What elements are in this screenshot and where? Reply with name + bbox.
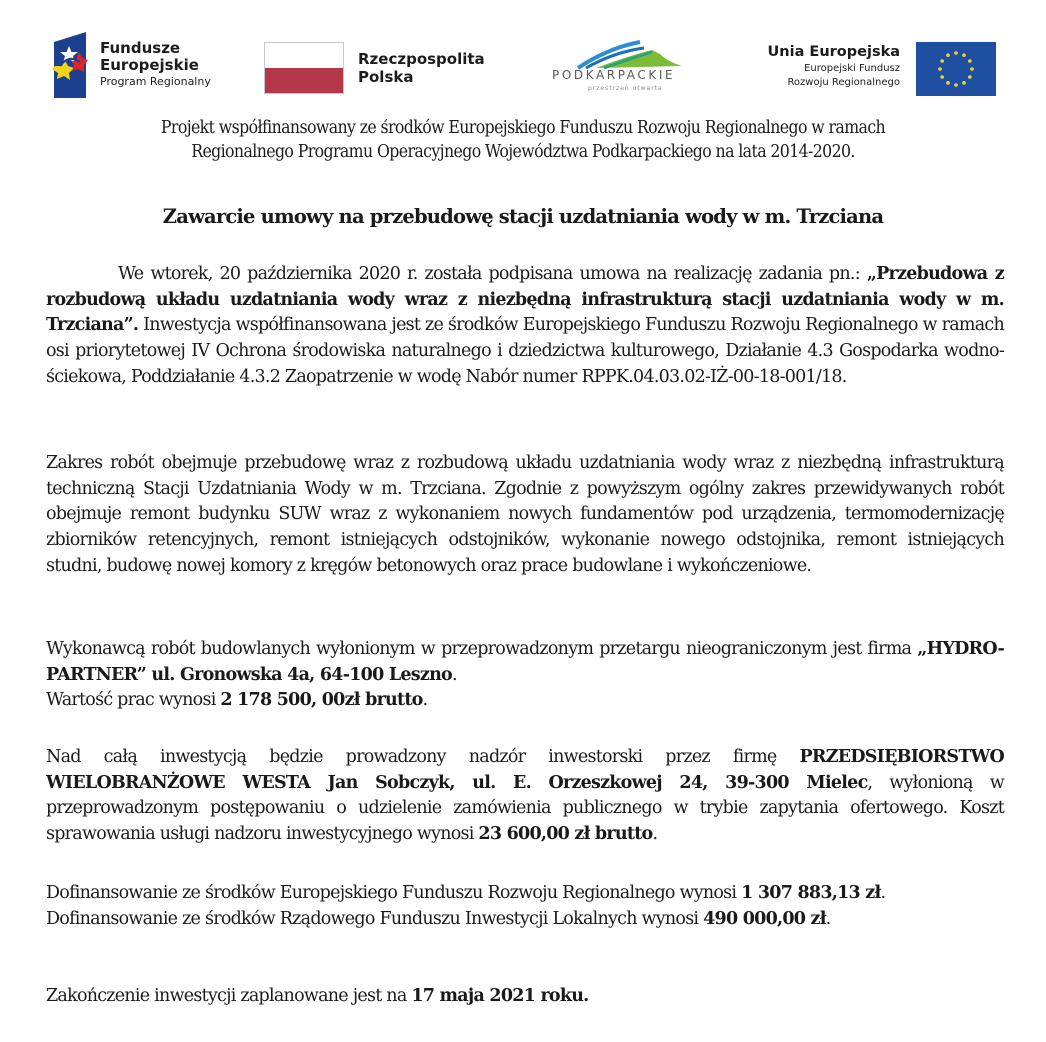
podkarpackie-tagline: przestrzeń otwarta — [588, 85, 663, 92]
eu-funds-star-icon — [50, 32, 88, 98]
p5-period2: . — [825, 908, 831, 929]
works-value: 2 178 500, 00zł brutto — [220, 690, 423, 711]
poland-line2: Polska — [358, 68, 414, 86]
eu-fund-line2: Rozwoju Regionalnego — [787, 77, 900, 88]
project-cofinancing-note — [0, 116, 1046, 164]
eu-star-icon — [938, 67, 942, 71]
p4-text2: , wyłonioną w przeprowadzonym postępowaniu o udzielenie zamówienia publicznego w trybie zapytania ofertowego. Koszt sprawowania usługi nadzoru inwestycyjnego wynosi — [46, 772, 1004, 845]
completion-date: 17 maja 2021 roku. — [411, 986, 589, 1006]
eu-star-icon — [962, 81, 966, 85]
p3-period2: . — [422, 690, 428, 711]
p3-value-label: Wartość prac wynosi — [46, 690, 221, 711]
eu-title: Unia Europejska — [767, 44, 900, 60]
paragraph-supervision — [46, 745, 1004, 848]
podkarpackie-hills-icon — [548, 38, 698, 70]
eu-star-icon — [946, 53, 950, 57]
paragraph-funding — [46, 881, 1004, 932]
eu-star-icon — [970, 67, 974, 71]
erdf-amount: 1 307 883,13 zł — [741, 883, 881, 903]
p1-task-name: „Przebudowa z rozbudową układu uzdatniania wody wraz z niezbędną infrastrukturą stacji uzdatniania wody w m. Trzciana”. — [46, 264, 1004, 336]
fundusze-subtitle: Program Regionalny — [100, 75, 211, 88]
intro-line2: Regionalnego Programu Operacyjnego Województwa Podkarpackiego na lata 2014-2020. — [191, 142, 855, 162]
document-title: Zawarcie umowy na przebudowę stacji uzdatniania wody w m. Trzciana — [162, 205, 884, 228]
eu-fund-line1: Europejski Fundusz — [804, 63, 900, 74]
eu-star-icon — [962, 53, 966, 57]
eu-star-icon — [954, 51, 958, 55]
supervision-cost: 23 600,00 zł brutto — [478, 824, 653, 845]
paragraph-completion-date — [46, 984, 1004, 1010]
fundusze-title-line2: Europejskie — [100, 56, 199, 74]
paragraph-scope-of-works: Zakres robót obejmuje przebudowę wraz z rozbudową układu uzdatniania wody wraz z niezbędną infrastrukturą techniczną Stacji Uzdatniania Wody w m. Trzciana. Zgodnie z powyższym ogólny zakres przewidywanych robót obejmuje remont budynku SUW wraz z wykonaniem nowych fundamentów pod urządzenia, termomodernizację zbiorników retencyjnych, remont istniejących odstojników, wykonanie nowego odstojnika, remont istniejących studni, budowę nowej komory z kręgów betonowych oraz prace budowlane i wykończeniowe. — [46, 453, 1004, 576]
podkarpackie-logo — [548, 38, 698, 98]
p4-text: Nad całą inwestycją będzie prowadzony nadzór inwestorski przez firmę — [46, 747, 800, 767]
eu-star-icon — [968, 75, 972, 79]
fundusze-title-line1: Fundusze — [100, 39, 181, 57]
p5-period: . — [880, 883, 886, 903]
poland-line1: Rzeczpospolita — [358, 50, 485, 68]
p3-text: Wykonawcą robót budowlanych wyłonionym w przeprowadzonym przetargu nieograniczonym jest firma — [46, 639, 918, 659]
contractor-name: „HYDRO-PARTNER” ul. Gronowska 4a, 64-100 Leszno — [46, 639, 1004, 685]
eu-star-icon — [940, 59, 944, 63]
p5-rfil-label: Dofinansowanie ze środków Rządowego Funduszu Inwestycji Lokalnych wynosi — [46, 908, 704, 929]
paragraph-contractor — [46, 637, 1004, 714]
eu-flag-icon — [916, 42, 996, 96]
rfil-amount: 490 000,00 zł — [703, 908, 826, 929]
podkarpackie-name: PODKARPACKIE — [552, 68, 676, 82]
p5-erdf-label: Dofinansowanie ze środków Europejskiego Funduszu Rozwoju Regionalnego wynosi — [46, 883, 742, 903]
supervisor-name: PRZEDSIĘBIORSTWO WIELOBRANŻOWE WESTA Jan Sobczyk, ul. E. Orzeszkowej 24, 39-300 Mielec — [46, 747, 1004, 793]
eu-star-icon — [968, 59, 972, 63]
p4-period: . — [652, 824, 658, 845]
p1-text: We wtorek, 20 października 2020 r. została podpisana umowa na realizację zadania pn.: — [118, 264, 867, 284]
eu-star-icon — [940, 75, 944, 79]
eu-star-icon — [946, 81, 950, 85]
p6-text: Zakończenie inwestycji zaplanowane jest na — [46, 986, 412, 1006]
polish-flag-icon — [264, 42, 344, 94]
p1-cofinancing: Inwestycja współfinansowana jest ze środków Europejskiego Funduszu Rozwoju Regionalnego w ramach osi priorytetowej IV Ochrona środowiska naturalnego i dziedzictwa kulturowego, Działanie 4.3 Gospodarka wodno- ściekowa, Poddziałanie 4.3.2 Zaopatrzenie w wodę Nabór numer RPPK.04.03.02-IŻ-00-18-001/18. — [46, 315, 1004, 387]
p3-period: . — [451, 664, 457, 685]
logo-bar — [0, 0, 1046, 110]
paragraph-contract-signing — [46, 262, 1004, 391]
eu-star-icon — [954, 83, 958, 87]
intro-line1: Projekt współfinansowany ze środków Europejskiego Funduszu Rozwoju Regionalnego w ramach — [160, 118, 886, 138]
